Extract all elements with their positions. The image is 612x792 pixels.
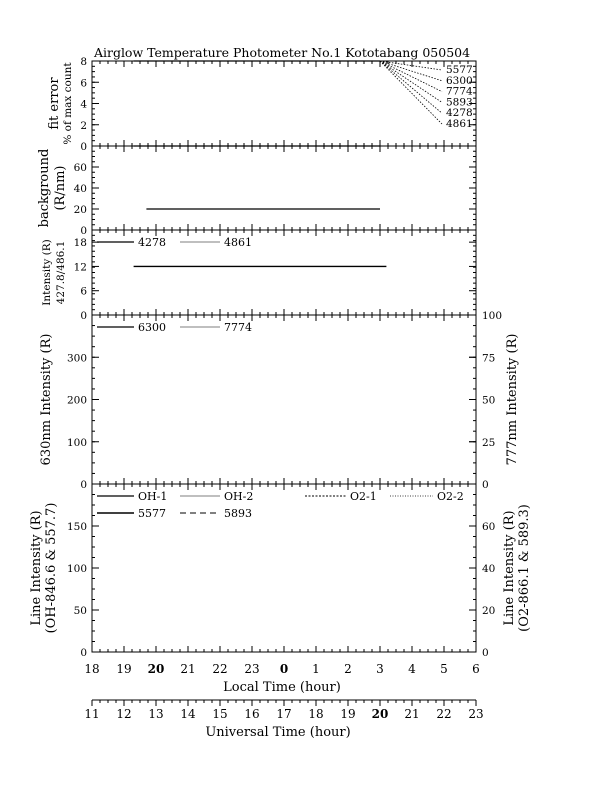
- x-tick-label-local: 23: [244, 662, 260, 676]
- y-right-tick-label: 25: [482, 436, 496, 449]
- y-right-tick-label: 20: [482, 605, 496, 617]
- y-axis-label: Intensity (R): [41, 239, 53, 306]
- panel-frame-fit-error: [92, 61, 476, 146]
- leader-line: [380, 61, 442, 124]
- y-tick-label: 0: [80, 141, 87, 153]
- y-tick-label: 20: [73, 204, 87, 216]
- y-axis-label: (R/nm): [53, 165, 68, 211]
- y-right-tick-label: 50: [482, 394, 496, 407]
- y-axis-label-right: 777nm Intensity (R): [505, 333, 520, 466]
- y-right-tick-label: 75: [482, 352, 496, 365]
- y-right-tick-label: 60: [482, 521, 496, 533]
- x-tick-label-ut: 19: [340, 707, 356, 721]
- x-tick-label-local: 3: [376, 662, 384, 676]
- legend-label: OH-2: [224, 490, 254, 503]
- y-right-tick-label: 0: [482, 479, 489, 491]
- y-tick-label: 8: [80, 56, 87, 68]
- x-tick-label-local: 19: [116, 662, 132, 676]
- legend-label: 5893: [224, 507, 252, 520]
- legend-label: O2-2: [437, 490, 464, 503]
- x-tick-label-ut: 23: [468, 707, 484, 721]
- y-tick-label: 40: [73, 183, 87, 195]
- x-tick-label-ut: 14: [180, 707, 196, 721]
- x-axis-label-local: Local Time (hour): [223, 680, 341, 695]
- x-tick-label-local: 2: [344, 662, 352, 676]
- y-right-tick-label: 100: [482, 310, 503, 322]
- x-tick-label-local: 0: [279, 662, 289, 676]
- x-tick-label-ut: 18: [308, 707, 324, 721]
- y-tick-label: 0: [80, 310, 87, 322]
- x-tick-label-local: 5: [440, 662, 448, 676]
- y-tick-label: 2: [80, 119, 87, 132]
- x-tick-label-ut: 15: [212, 707, 228, 721]
- legend-label: 4861: [224, 236, 252, 249]
- x-tick-label-ut: 17: [276, 707, 292, 721]
- series-name-label: 7774: [446, 85, 473, 98]
- x-tick-label-local: 18: [84, 662, 100, 676]
- leader-line: [380, 61, 442, 102]
- y-tick-label: 6: [80, 77, 87, 90]
- leader-line: [380, 61, 442, 113]
- y-tick-label: 300: [66, 352, 87, 365]
- y-axis-label: fit error: [47, 77, 62, 130]
- x-tick-label-local: 4: [408, 662, 416, 676]
- y-tick-label: 0: [80, 225, 87, 237]
- y-tick-label: 12: [73, 261, 87, 274]
- y-axis-label: (OH-846.6 & 557.7): [44, 502, 59, 634]
- x-tick-label-local: 22: [212, 662, 228, 676]
- y-tick-label: 150: [66, 521, 87, 533]
- panel-frame-630-777: [92, 315, 476, 484]
- y-tick-label: 50: [73, 605, 87, 617]
- y-tick-label: 6: [80, 285, 87, 298]
- y-tick-label: 0: [80, 647, 87, 659]
- legend-label: O2-1: [350, 490, 377, 503]
- chart-title: Airglow Temperature Photometer No.1 Kototabang 050504: [93, 45, 471, 60]
- y-axis-label: % of max count: [62, 62, 74, 145]
- y-axis-label-right: (O2-866.1 & 589.3): [517, 504, 532, 632]
- y-right-tick-label: 0: [482, 647, 489, 659]
- y-tick-label: 200: [66, 394, 87, 407]
- y-axis-label-right: Line Intensity (R): [502, 510, 517, 626]
- series-name-label: 4861: [446, 118, 473, 130]
- x-tick-label-local: 20: [147, 662, 165, 676]
- y-tick-label: 0: [80, 479, 87, 491]
- x-tick-label-local: 1: [312, 662, 320, 676]
- panel-frame-background: [92, 146, 476, 230]
- x-tick-label-ut: 22: [436, 707, 452, 721]
- legend-label: OH-1: [138, 490, 168, 503]
- series-name-label: 6300: [446, 74, 473, 87]
- x-tick-label-ut: 13: [148, 707, 164, 721]
- x-tick-label-ut: 16: [244, 707, 260, 721]
- y-tick-label: 60: [73, 162, 87, 174]
- x-tick-label-ut: 21: [404, 707, 420, 721]
- series-name-label: 5893: [446, 96, 473, 109]
- y-axis-label: Line Intensity (R): [29, 510, 44, 626]
- y-axis-label: background: [37, 148, 52, 228]
- x-tick-label-local: 6: [472, 662, 480, 676]
- leader-line: [380, 61, 442, 81]
- series-name-label: 5577: [446, 64, 473, 76]
- legend-label: 4278: [138, 236, 166, 249]
- y-tick-label: 4: [80, 98, 87, 111]
- x-axis-label-ut: Universal Time (hour): [205, 725, 351, 740]
- x-tick-label-ut: 11: [84, 707, 100, 721]
- y-axis-label: 427.8/486.1: [55, 240, 67, 305]
- y-tick-label: 18: [73, 237, 87, 250]
- series-name-label: 4278: [446, 107, 473, 120]
- legend-label: 5577: [138, 507, 166, 520]
- x-tick-label-ut: 12: [116, 707, 132, 721]
- y-tick-label: 100: [66, 436, 87, 449]
- y-axis-label: 630nm Intensity (R): [39, 333, 54, 466]
- x-tick-label-local: 21: [180, 662, 196, 676]
- legend-label: 6300: [138, 321, 166, 334]
- y-tick-label: 100: [66, 563, 87, 575]
- x-tick-label-ut: 20: [371, 707, 389, 721]
- legend-label: 7774: [224, 321, 252, 334]
- y-right-tick-label: 40: [482, 563, 496, 575]
